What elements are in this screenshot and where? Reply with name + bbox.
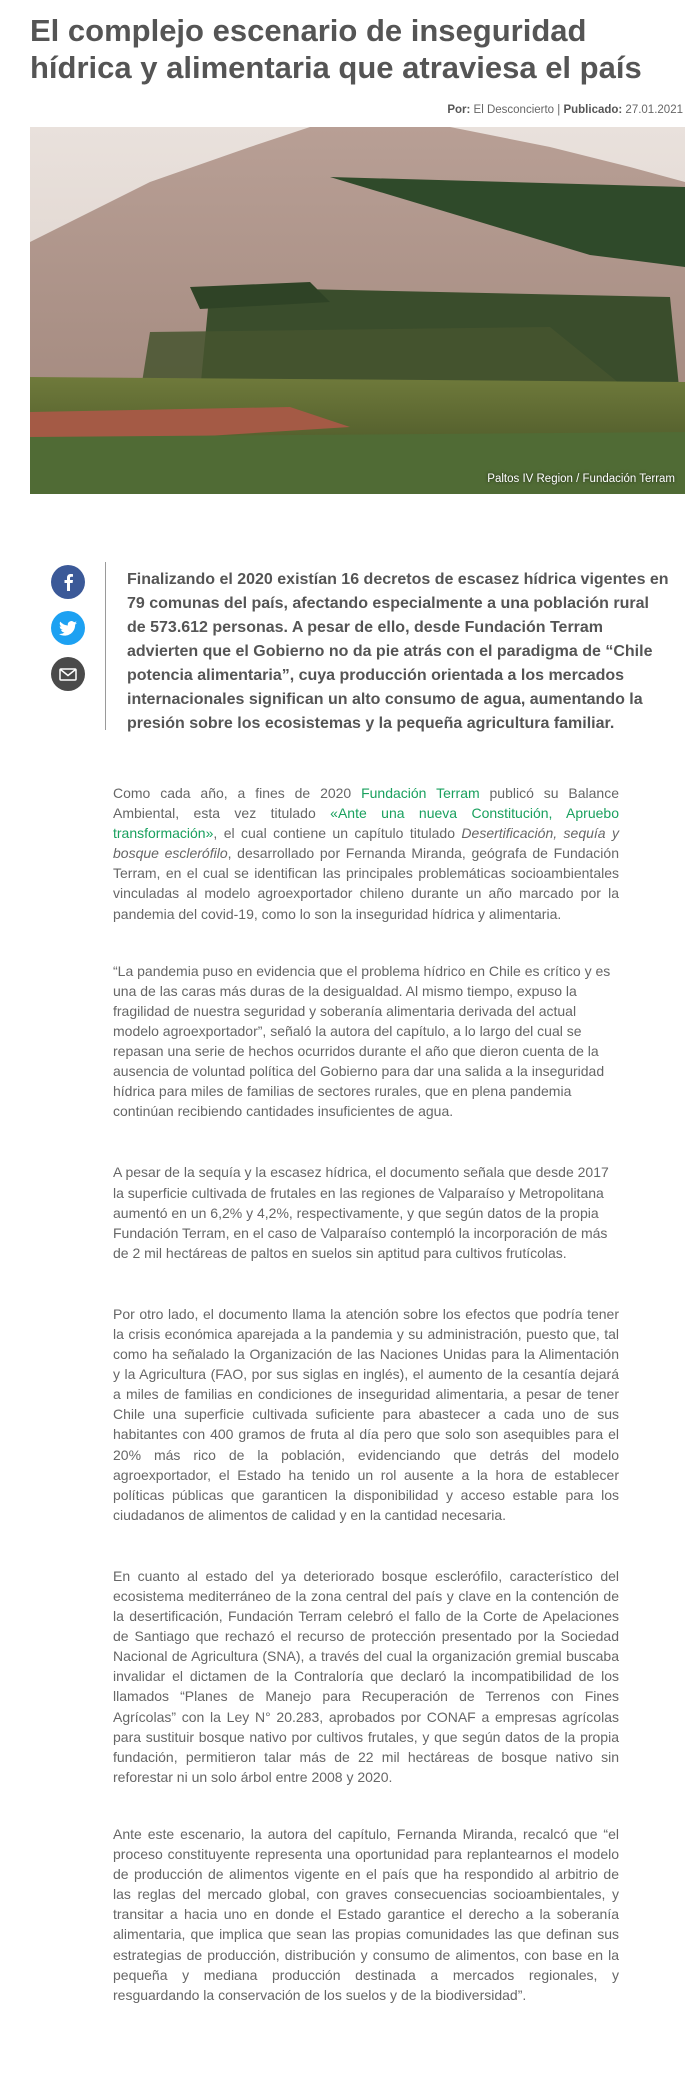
twitter-share-button[interactable] — [51, 611, 85, 645]
body-paragraph-6: Ante este escenario, la autora del capítulo, Fernanda Miranda, recalcó que “el proceso constituyente representa una oportunidad para replantearnos el modelo de producción de alimentos vigente en el país que ha respondido al arbitrio de las reglas del mercado global, con graves consecuencias socioambientales, y transitar a hacia uno en donde el Estado garantice el derecho a la soberanía alimentaria, que implica que sean las propias comunidades las que definan sus estrategias de producción, distribución y consumo de alimentos, con base en la pequeña y mediana producción destinada a mercados regionales, y resguardando la conservación de los suelos y de la biodiversidad”. — [113, 1825, 619, 2003]
image-caption: Paltos IV Region / Fundación Terram — [487, 473, 675, 485]
body-text: publicó su Balance Ambiental, esta vez titulado — [113, 785, 619, 822]
body-paragraph-3: A pesar de la sequía y la escasez hídrica, el documento señala que desde 2017 la superficie cultivada de frutales en las regiones de Valparaíso y Metropolitana aumentó en un 6,2% y 4,2%, respectivamente, y que según datos de la propia Fundación Terram, en el caso de Valparaíso contempló la incorporación de más de 2 mil hectáreas de paltos en suelos sin aptitud para cultivos frutícolas. — [113, 1164, 609, 1261]
hero-photo-illustration — [30, 127, 685, 494]
body-text: , desarrollado por Fernanda Miranda, geógrafa de Fundación Terram, en el cual se identifican las principales problemáticas socioambientales vinculadas al modelo agroexportador chileno durante un año marcado por la pandemia del covid-19, como lo son la inseguridad hídrica y alimentaria. — [113, 845, 619, 922]
byline-date: 27.01.2021 — [622, 104, 683, 116]
body-text: Como cada año, a fines de 2020 — [113, 785, 362, 801]
article-title: El complejo escenario de inseguridad hídrica y alimentaria que atraviesa el país — [30, 13, 642, 85]
share-buttons — [51, 565, 85, 703]
twitter-icon — [59, 621, 77, 636]
facebook-share-button[interactable] — [51, 565, 85, 599]
byline-author: El Desconcierto | — [470, 104, 564, 116]
byline-por-label: Por: — [447, 104, 471, 116]
body-paragraph-1 — [113, 783, 619, 924]
body-paragraph-5: En cuanto al estado del ya deteriorado bosque esclerófilo, característico del ecosistema mediterráneo de la zona central del país y clave en la contención de la desertificación, Fundación Terram celebró el fallo de la Corte de Apelaciones de Santiago que rechazó el recurso de protección presentado por la Sociedad Nacional de Agricultura (SNA), a través del cual la organización gremial buscaba invalidar el dictamen de la Contraloría que declaró la incompatibilidad de los llamados “Planes de Manejo para Recuperación de Terrenos con Fines Agrícolas” con la Ley N° 20.283, aprobados por CONAF a empresas agrícolas para sustituir bosque nativo por cultivos frutales, y que según datos de la propia fundación, permitieron talar más de 22 mil hectáreas de bosque nativo sin reforestar ni un solo árbol entre 2008 y 2020. — [113, 1567, 619, 1785]
chapter-title: Desertificación, sequía y bosque esclerófilo — [113, 825, 619, 862]
byline-publicado-label: Publicado: — [563, 104, 623, 116]
article-byline — [447, 104, 683, 116]
article-lead: Finalizando el 2020 existían 16 decretos de escasez hídrica vigentes en 79 comunas del país, afectando especialmente a una población rural de 573.612 personas. A pesar de ello, desde Fundación Terram advierten que el Gobierno no da pie atrás con el paradigma de “Chile potencia alimentaria”, cuya producción orientada a los mercados internacionales significan un alto consumo de agua, aumentando la presión sobre los ecosistemas y la pequeña agricultura familiar. — [127, 571, 669, 732]
lead-divider — [105, 562, 106, 730]
hero-image — [30, 127, 685, 494]
article-body — [113, 783, 619, 2005]
email-icon — [59, 668, 77, 681]
body-paragraph-4: Por otro lado, el documento llama la atención sobre los efectos que podría tener la crisis económica aparejada a la pandemia y su administración, puesto que, tal como ha señalado la Organización de las Naciones Unidas para la Alimentación y la Agricultura (FAO, por sus siglas en inglés), el aumento de la cesantía dejará a miles de familias en condiciones de inseguridad alimentaria, a pesar de tener Chile una superficie cultivada suficiente para abastecer a cada uno de sus habitantes con 400 gramos de fruta al día pero que solo son asequibles para el 20% más rico de la población, evidenciando que detrás del modelo agroexportador, el Estado ha tenido un rol ausente a la hora de establecer políticas públicas que garanticen la disponibilidad y acceso estable para los ciudadanos de alimentos de calidad y en la cantidad necesaria. — [113, 1305, 619, 1523]
body-paragraph-2: “La pandemia puso en evidencia que el problema hídrico en Chile es crítico y es una de las caras más duras de la desigualdad. Al mismo tiempo, expuso la fragilidad de nuestra seguridad y soberanía alimentaria derivada del actual modelo agroexportador”, señaló la autora del capítulo, a lo largo del cual se repasan una serie de hechos ocurridos durante el año que dieron cuenta de la ausencia de voluntad política del Gobierno para dar una salida a la inseguridad hídrica para miles de familias de sectores rurales, que en plena pandemia continúan recibiendo cantidades insuficientes de agua. — [113, 962, 611, 1120]
fundacion-terram-link[interactable]: Fundación Terram — [361, 785, 480, 801]
body-text: , el cual contiene un capítulo titulado — [213, 825, 462, 842]
facebook-icon — [60, 573, 76, 591]
balance-ambiental-link[interactable]: «Ante una nueva Constitución, Apruebo transformación» — [113, 805, 619, 842]
email-share-button[interactable] — [51, 657, 85, 691]
